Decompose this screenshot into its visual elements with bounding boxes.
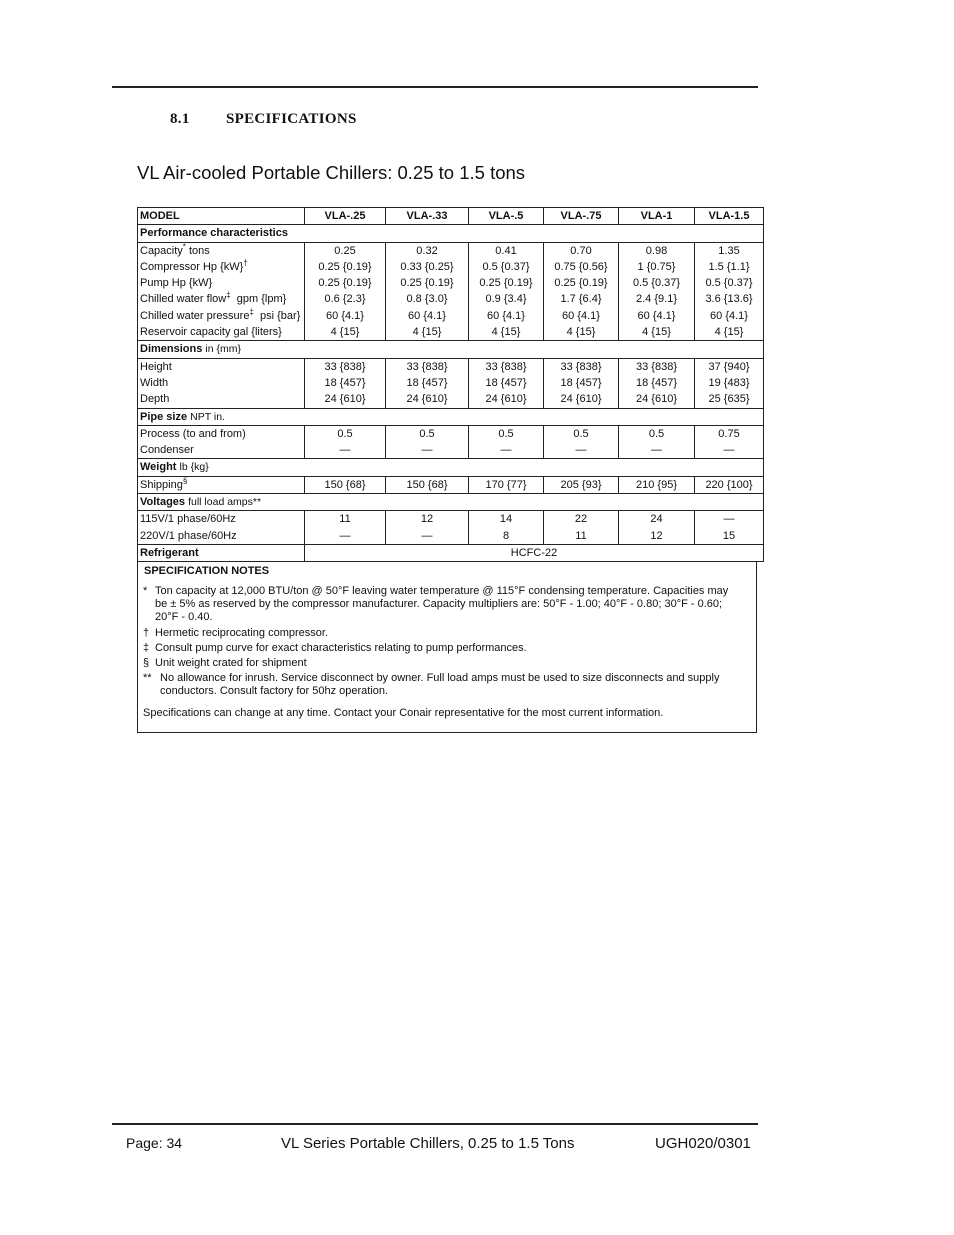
table-cell: 60 {4.1} — [695, 308, 764, 324]
table-cell: 1.7 {6.4} — [544, 291, 619, 307]
note-text: Ton capacity at 12,000 BTU/ton @ 50°F leaving water temperature @ 115°F condensing temperature. Capacities may be ± 5% as reserved by the compressor manufacturer. Capacity multipliers are: 50°F - 1.00; 40°F - 0.80; 30°F - 0.60; 20°F - 0.40. — [155, 585, 729, 623]
group-header — [138, 494, 764, 511]
refrigerant-label — [138, 544, 305, 561]
table-cell: 12 — [386, 511, 469, 528]
table-cell: — — [695, 442, 764, 459]
table-cell: 1.35 — [695, 242, 764, 259]
group-header-row — [138, 225, 764, 242]
group-header-row — [138, 494, 764, 511]
row-label-text: Height — [140, 360, 172, 373]
refrigerant-label-text: Refrigerant — [140, 546, 199, 559]
group-header-unit: NPT in. — [190, 410, 225, 423]
row-label-text: Pump Hp {kW} — [140, 277, 213, 290]
table-cell: 3.6 {13.6} — [695, 291, 764, 307]
table-cell: 0.5 {0.37} — [469, 259, 544, 275]
table-row — [138, 528, 764, 545]
row-label-text: Shipping — [140, 478, 183, 491]
row-label — [138, 308, 305, 324]
table-cell: 33 {838} — [544, 358, 619, 375]
note-text: Hermetic reciprocating compressor. — [155, 627, 329, 639]
table-cell: 0.5 — [469, 425, 544, 442]
table-cell: 24 {610} — [305, 391, 386, 408]
table-cell: 0.70 — [544, 242, 619, 259]
row-label-text: Process (to and from) — [140, 427, 246, 440]
table-cell: 210 {95} — [619, 476, 695, 493]
row-unit: tons — [185, 244, 210, 257]
footnote-marker: † — [243, 258, 248, 268]
table-cell: 0.75 {0.56} — [544, 259, 619, 275]
table-cell: 22 — [544, 511, 619, 528]
table-cell: 60 {4.1} — [469, 308, 544, 324]
table-cell: — — [386, 528, 469, 545]
table-row — [138, 358, 764, 375]
footnote-marker: ‡ — [226, 290, 231, 300]
row-label — [138, 275, 305, 291]
group-header — [138, 225, 764, 242]
table-cell: 33 {838} — [305, 358, 386, 375]
table-cell: 33 {838} — [386, 358, 469, 375]
table-cell: 0.25 {0.19} — [305, 275, 386, 291]
table-cell: — — [544, 442, 619, 459]
table-cell: 4 {15} — [619, 324, 695, 341]
row-label-text: Width — [140, 376, 169, 389]
table-cell: 0.98 — [619, 242, 695, 259]
section-title: SPECIFICATIONS — [226, 111, 357, 127]
table-cell: 0.5 — [619, 425, 695, 442]
row-label — [138, 375, 305, 391]
section-heading — [170, 111, 357, 128]
table-cell: 0.25 {0.19} — [305, 259, 386, 275]
table-cell: 18 {457} — [305, 375, 386, 391]
group-header-unit: full load amps** — [188, 496, 262, 509]
group-header-title: Dimensions — [140, 343, 203, 356]
notes-footer-text: Specifications can change at any time. Contact your Conair representative for the most current information. — [143, 707, 664, 719]
row-label — [138, 324, 305, 341]
group-header — [138, 459, 764, 476]
table-cell: 0.41 — [469, 242, 544, 259]
table-cell: 0.6 {2.3} — [305, 291, 386, 307]
table-cell: 4 {15} — [469, 324, 544, 341]
table-cell: 170 {77} — [469, 476, 544, 493]
footer-page-number: Page: 34 — [126, 1135, 183, 1151]
table-cell: — — [305, 528, 386, 545]
model-header-cell: VLA-1.5 — [695, 208, 764, 225]
table-cell: 60 {4.1} — [544, 308, 619, 324]
table-cell: 150 {68} — [386, 476, 469, 493]
footer-title: VL Series Portable Chillers, 0.25 to 1.5 Tons — [281, 1135, 575, 1152]
table-cell: 0.75 — [695, 425, 764, 442]
table-cell: 220 {100} — [695, 476, 764, 493]
table-row — [138, 375, 764, 391]
table-cell: 0.32 — [386, 242, 469, 259]
table-cell: 4 {15} — [305, 324, 386, 341]
table-cell: 0.5 {0.37} — [695, 275, 764, 291]
note-text: No allowance for inrush. Service disconnect by owner. Full load amps must be used to size disconnects and supply conductors. Consult factory for 50hz operation. — [160, 672, 720, 697]
row-unit: gpm {lpm} — [230, 293, 287, 306]
table-cell: 0.8 {3.0} — [386, 291, 469, 307]
group-header-row — [138, 459, 764, 476]
table-cell: 33 {838} — [469, 358, 544, 375]
footer-code: UGH020/0301 — [655, 1135, 751, 1152]
row-label-text: 115V/1 phase/60Hz — [140, 513, 236, 526]
page-title: VL Air-cooled Portable Chillers: 0.25 to 1.5 tons — [137, 162, 526, 183]
specifications-table — [137, 207, 764, 562]
table-cell: — — [695, 511, 764, 528]
note-item — [143, 585, 743, 624]
row-label-text: Condenser — [140, 444, 194, 457]
group-header-title: Performance characteristics — [140, 227, 288, 240]
row-label — [138, 259, 305, 275]
model-header-cell: VLA-.75 — [544, 208, 619, 225]
group-header-title: Voltages — [140, 496, 186, 509]
table-cell: 60 {4.1} — [305, 308, 386, 324]
row-label-text: Capacity — [140, 244, 183, 257]
table-cell: 60 {4.1} — [386, 308, 469, 324]
table-row — [138, 242, 764, 259]
table-row — [138, 291, 764, 307]
group-header-unit: in {mm} — [205, 343, 242, 356]
group-header-title: Pipe size — [140, 410, 188, 423]
row-label — [138, 528, 305, 545]
table-cell: 1.5 {1.1} — [695, 259, 764, 275]
note-item — [143, 672, 743, 698]
row-label-text: Chilled water flow — [140, 293, 227, 306]
table-cell: 2.4 {9.1} — [619, 291, 695, 307]
note-symbol: ‡ — [143, 642, 150, 654]
table-cell: 4 {15} — [544, 324, 619, 341]
table-cell: 0.5 — [386, 425, 469, 442]
table-cell: 150 {68} — [305, 476, 386, 493]
table-cell: 19 {483} — [695, 375, 764, 391]
table-cell: 18 {457} — [544, 375, 619, 391]
table-cell: 11 — [305, 511, 386, 528]
note-symbol: † — [143, 627, 150, 639]
table-row — [138, 425, 764, 442]
row-label — [138, 358, 305, 375]
table-cell: — — [305, 442, 386, 459]
table-row — [138, 511, 764, 528]
row-label-text: Reservoir capacity gal {liters} — [140, 326, 282, 339]
table-cell: 15 — [695, 528, 764, 545]
table-row — [138, 476, 764, 493]
table-cell: 11 — [544, 528, 619, 545]
table-row — [138, 324, 764, 341]
note-symbol: § — [143, 657, 150, 669]
model-header-cell: VLA-.5 — [469, 208, 544, 225]
table-cell: 0.5 — [544, 425, 619, 442]
table-row — [138, 308, 764, 324]
section-number: 8.1 — [170, 111, 190, 127]
table-cell: 4 {15} — [386, 324, 469, 341]
table-cell: 60 {4.1} — [619, 308, 695, 324]
row-label — [138, 511, 305, 528]
row-label-text: Chilled water pressure — [140, 309, 250, 322]
row-label — [138, 476, 305, 493]
table-cell: 0.25 {0.19} — [469, 275, 544, 291]
model-header: MODEL — [138, 208, 305, 225]
table-cell: 0.25 — [305, 242, 386, 259]
table-cell: 24 {610} — [386, 391, 469, 408]
table-row — [138, 391, 764, 408]
table-cell: 1 {0.75} — [619, 259, 695, 275]
table-cell: 8 — [469, 528, 544, 545]
note-text: Consult pump curve for exact characteristics relating to pump performances. — [155, 642, 527, 654]
row-label — [138, 425, 305, 442]
table-cell: 18 {457} — [469, 375, 544, 391]
row-label — [138, 291, 305, 307]
footnote-marker: * — [182, 241, 186, 251]
group-header — [138, 341, 764, 358]
model-header-cell: VLA-.33 — [386, 208, 469, 225]
model-header-cell: VLA-.25 — [305, 208, 386, 225]
table-cell: 4 {15} — [695, 324, 764, 341]
row-label — [138, 391, 305, 408]
table-cell: 18 {457} — [619, 375, 695, 391]
notes-title: SPECIFICATION NOTES — [144, 565, 270, 577]
table-cell: 24 — [619, 511, 695, 528]
row-label — [138, 442, 305, 459]
table-cell: 14 — [469, 511, 544, 528]
model-header-cell: VLA-1 — [619, 208, 695, 225]
note-item — [143, 642, 743, 655]
table-header-row — [138, 208, 764, 225]
group-header-row — [138, 341, 764, 358]
footnote-marker: ‡ — [249, 307, 254, 317]
row-label-text: Depth — [140, 393, 170, 406]
table-cell: 0.25 {0.19} — [386, 275, 469, 291]
table-row — [138, 442, 764, 459]
table-cell: 24 {610} — [619, 391, 695, 408]
note-text: Unit weight crated for shipment — [155, 657, 307, 669]
row-unit: psi {bar} — [253, 309, 301, 322]
row-label-text: Compressor Hp {kW} — [140, 260, 244, 273]
group-header-unit: lb {kg} — [179, 461, 209, 474]
table-row — [138, 259, 764, 275]
table-cell: 12 — [619, 528, 695, 545]
row-label-text: 220V/1 phase/60Hz — [140, 529, 237, 542]
table-cell: 24 {610} — [544, 391, 619, 408]
notes-footer — [143, 707, 743, 720]
refrigerant-value: HCFC-22 — [305, 544, 764, 561]
table-cell: 205 {93} — [544, 476, 619, 493]
table-cell: 0.25 {0.19} — [544, 275, 619, 291]
table-cell: 18 {457} — [386, 375, 469, 391]
note-symbol: * — [143, 585, 148, 597]
bottom-rule — [112, 1123, 758, 1125]
group-header-row — [138, 408, 764, 425]
table-cell: — — [619, 442, 695, 459]
refrigerant-row — [138, 544, 764, 561]
specification-notes — [137, 561, 757, 733]
note-symbol: ** — [143, 672, 152, 684]
row-label — [138, 242, 305, 259]
table-cell: 0.5 {0.37} — [619, 275, 695, 291]
table-cell: 33 {838} — [619, 358, 695, 375]
footnote-marker: § — [182, 476, 188, 486]
top-rule — [112, 86, 758, 88]
table-cell: 24 {610} — [469, 391, 544, 408]
table-cell: 25 {635} — [695, 391, 764, 408]
table-cell: 37 {940} — [695, 358, 764, 375]
group-header — [138, 408, 764, 425]
table-body — [138, 225, 764, 562]
table-cell: 0.9 {3.4} — [469, 291, 544, 307]
table-cell: — — [469, 442, 544, 459]
table-cell: 0.33 {0.25} — [386, 259, 469, 275]
table-row — [138, 275, 764, 291]
table-cell: 0.5 — [305, 425, 386, 442]
note-item — [143, 657, 743, 670]
table-cell: — — [386, 442, 469, 459]
group-header-title: Weight — [140, 461, 177, 474]
note-item — [143, 627, 743, 640]
